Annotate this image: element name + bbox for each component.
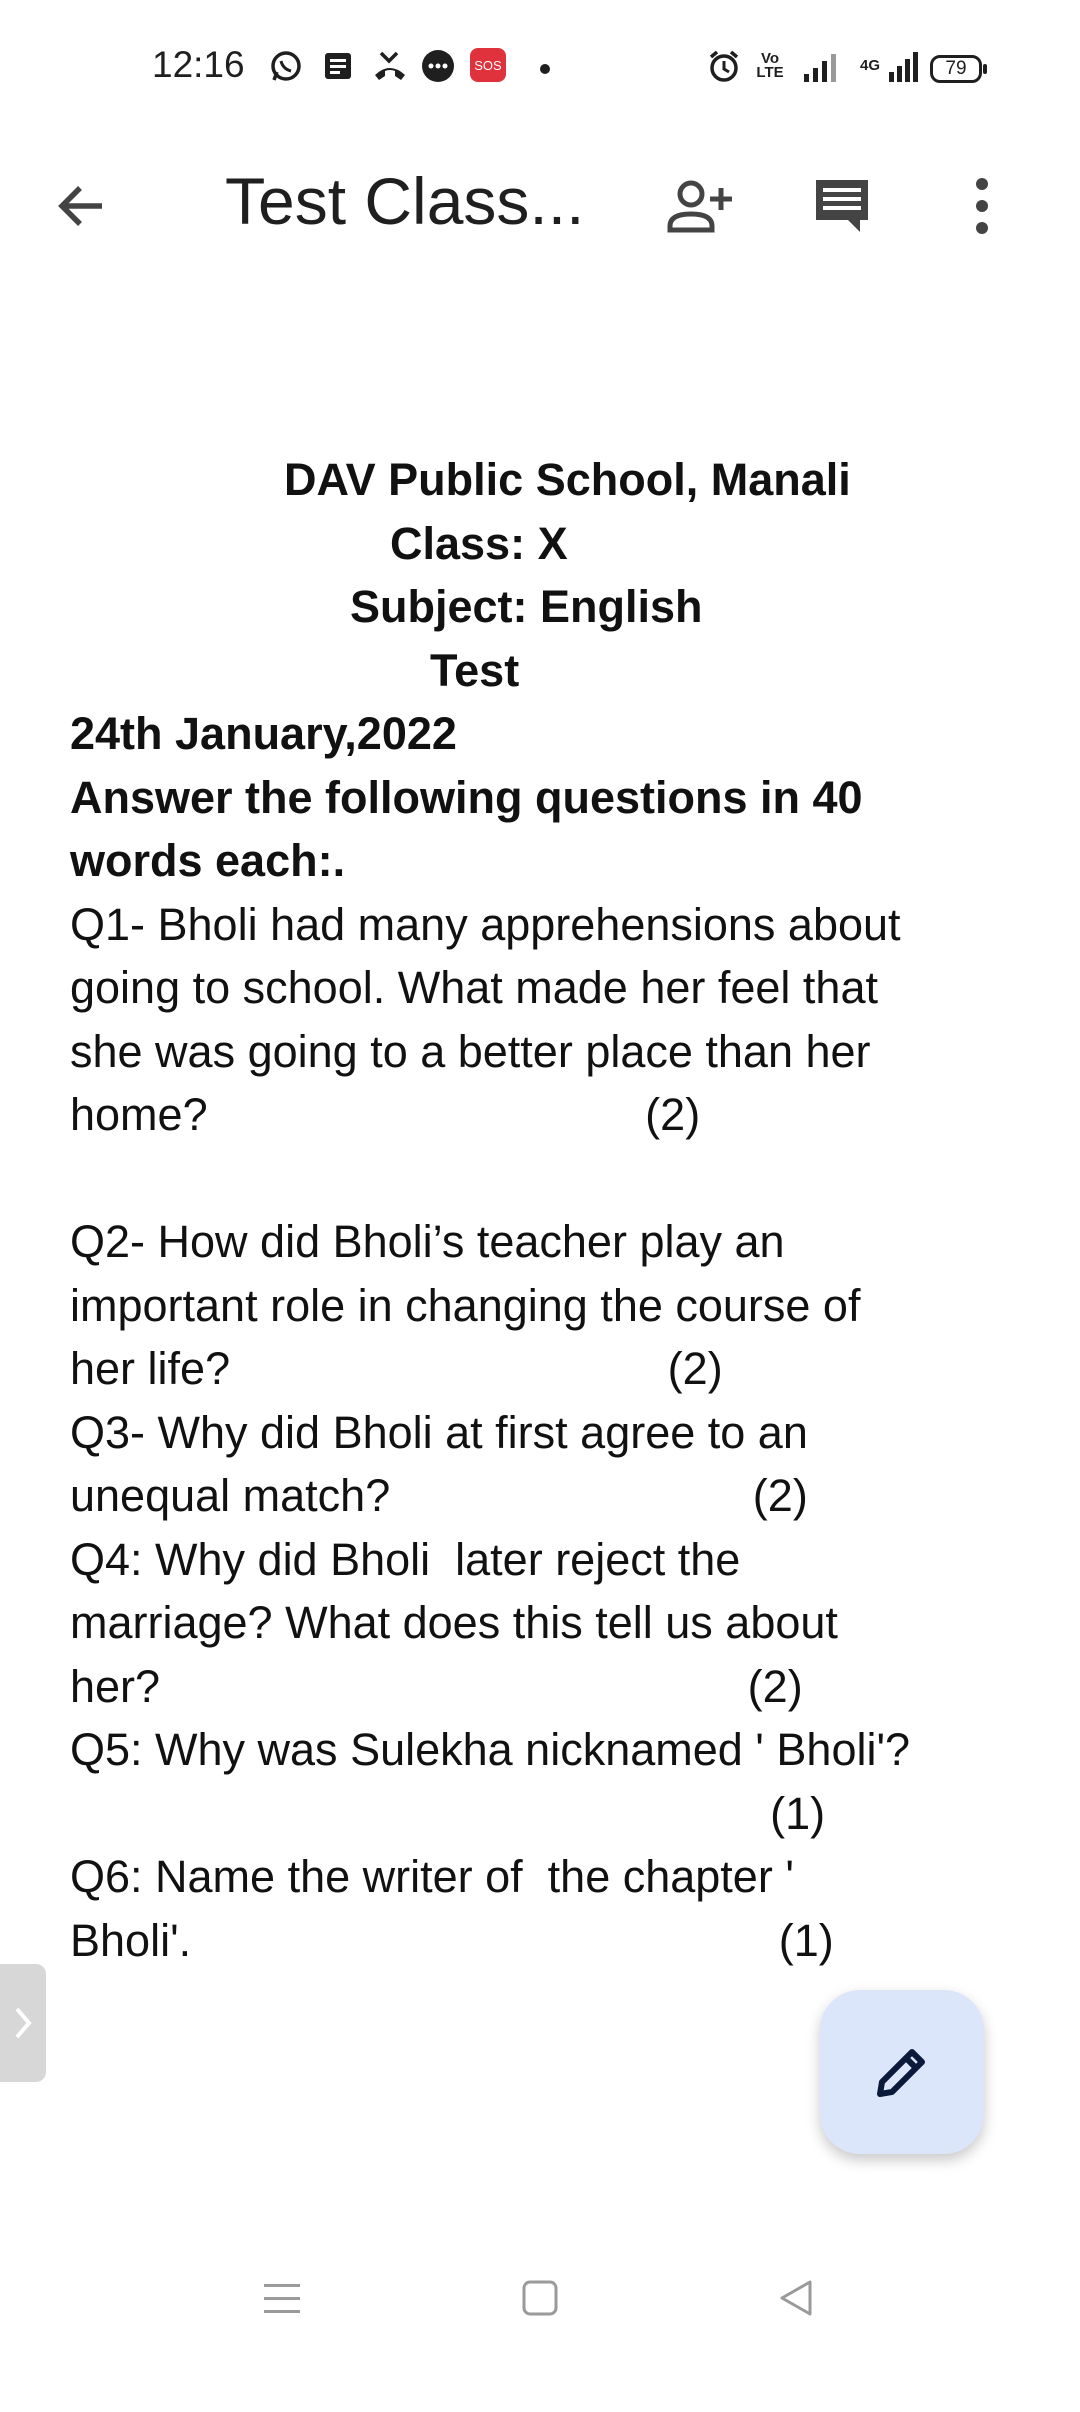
back-triangle-icon[interactable] bbox=[756, 2258, 836, 2338]
test-line: Test bbox=[430, 644, 520, 696]
status-time: 12:16 bbox=[152, 44, 245, 85]
question-line: home? (2) bbox=[70, 1089, 701, 1140]
blank-line bbox=[70, 1147, 1030, 1211]
notification-dot bbox=[540, 64, 550, 74]
battery-level: 79 bbox=[945, 58, 967, 79]
question-line: Q3- Why did Bholi at first agree to an bbox=[70, 1406, 808, 1458]
question-line: she was going to a better place than her bbox=[70, 1025, 871, 1077]
instruction-line: words each:. bbox=[70, 835, 346, 886]
chevron-right-icon bbox=[13, 2005, 33, 2041]
question-line: Q5: Why was Sulekha nicknamed ' Bholi'? bbox=[70, 1724, 911, 1775]
pencil-icon bbox=[870, 2040, 934, 2104]
question-line: unequal match? (2) bbox=[70, 1470, 808, 1521]
question-line: her life? (2) bbox=[70, 1343, 723, 1394]
question-line: (1) bbox=[70, 1787, 826, 1839]
4g-signal-icon bbox=[886, 48, 922, 84]
status-bar bbox=[0, 0, 1080, 140]
signal-icon bbox=[800, 48, 844, 84]
more-vert-icon[interactable] bbox=[942, 166, 1022, 246]
document-body bbox=[70, 448, 1030, 1972]
add-person-icon[interactable] bbox=[660, 166, 740, 246]
date-line: 24th January,2022 bbox=[70, 708, 457, 759]
sos-icon: SOS bbox=[470, 48, 506, 82]
question-line: Bholi'. (1) bbox=[70, 1914, 834, 1966]
comment-icon[interactable] bbox=[802, 166, 882, 246]
battery-icon bbox=[930, 55, 982, 83]
volte-icon: Vo LTE bbox=[756, 50, 784, 81]
instruction-line: Answer the following questions in 40 bbox=[70, 771, 863, 823]
document-title: Test Class... bbox=[225, 164, 585, 238]
missed-call-icon bbox=[370, 48, 410, 84]
question-line: Q6: Name the writer of the chapter ' bbox=[70, 1851, 794, 1902]
alarm-icon bbox=[706, 48, 742, 84]
side-panel-handle[interactable] bbox=[0, 1964, 46, 2082]
question-line: her? (2) bbox=[70, 1660, 803, 1712]
subject-line: Subject: English bbox=[350, 581, 703, 632]
news-icon bbox=[320, 48, 356, 84]
edit-fab-button[interactable] bbox=[820, 1990, 984, 2154]
whatsapp-icon bbox=[268, 48, 304, 84]
question-line: Q2- How did Bholi’s teacher play an bbox=[70, 1216, 785, 1267]
question-line: going to school. What made her feel that bbox=[70, 962, 878, 1013]
class-line: Class: X bbox=[390, 517, 568, 569]
question-line: Q4: Why did Bholi later reject the bbox=[70, 1533, 741, 1585]
4g-label: 4G bbox=[859, 57, 880, 74]
message-icon bbox=[420, 48, 456, 84]
home-square-icon[interactable] bbox=[500, 2258, 580, 2338]
question-line: important role in changing the course of bbox=[70, 1279, 861, 1331]
school-name: DAV Public School, Manali bbox=[284, 454, 851, 505]
question-line: marriage? What does this tell us about bbox=[70, 1597, 838, 1648]
menu-icon[interactable] bbox=[242, 2258, 322, 2338]
back-arrow-icon[interactable] bbox=[42, 166, 122, 246]
question-line: Q1- Bholi had many apprehensions about bbox=[70, 898, 901, 950]
